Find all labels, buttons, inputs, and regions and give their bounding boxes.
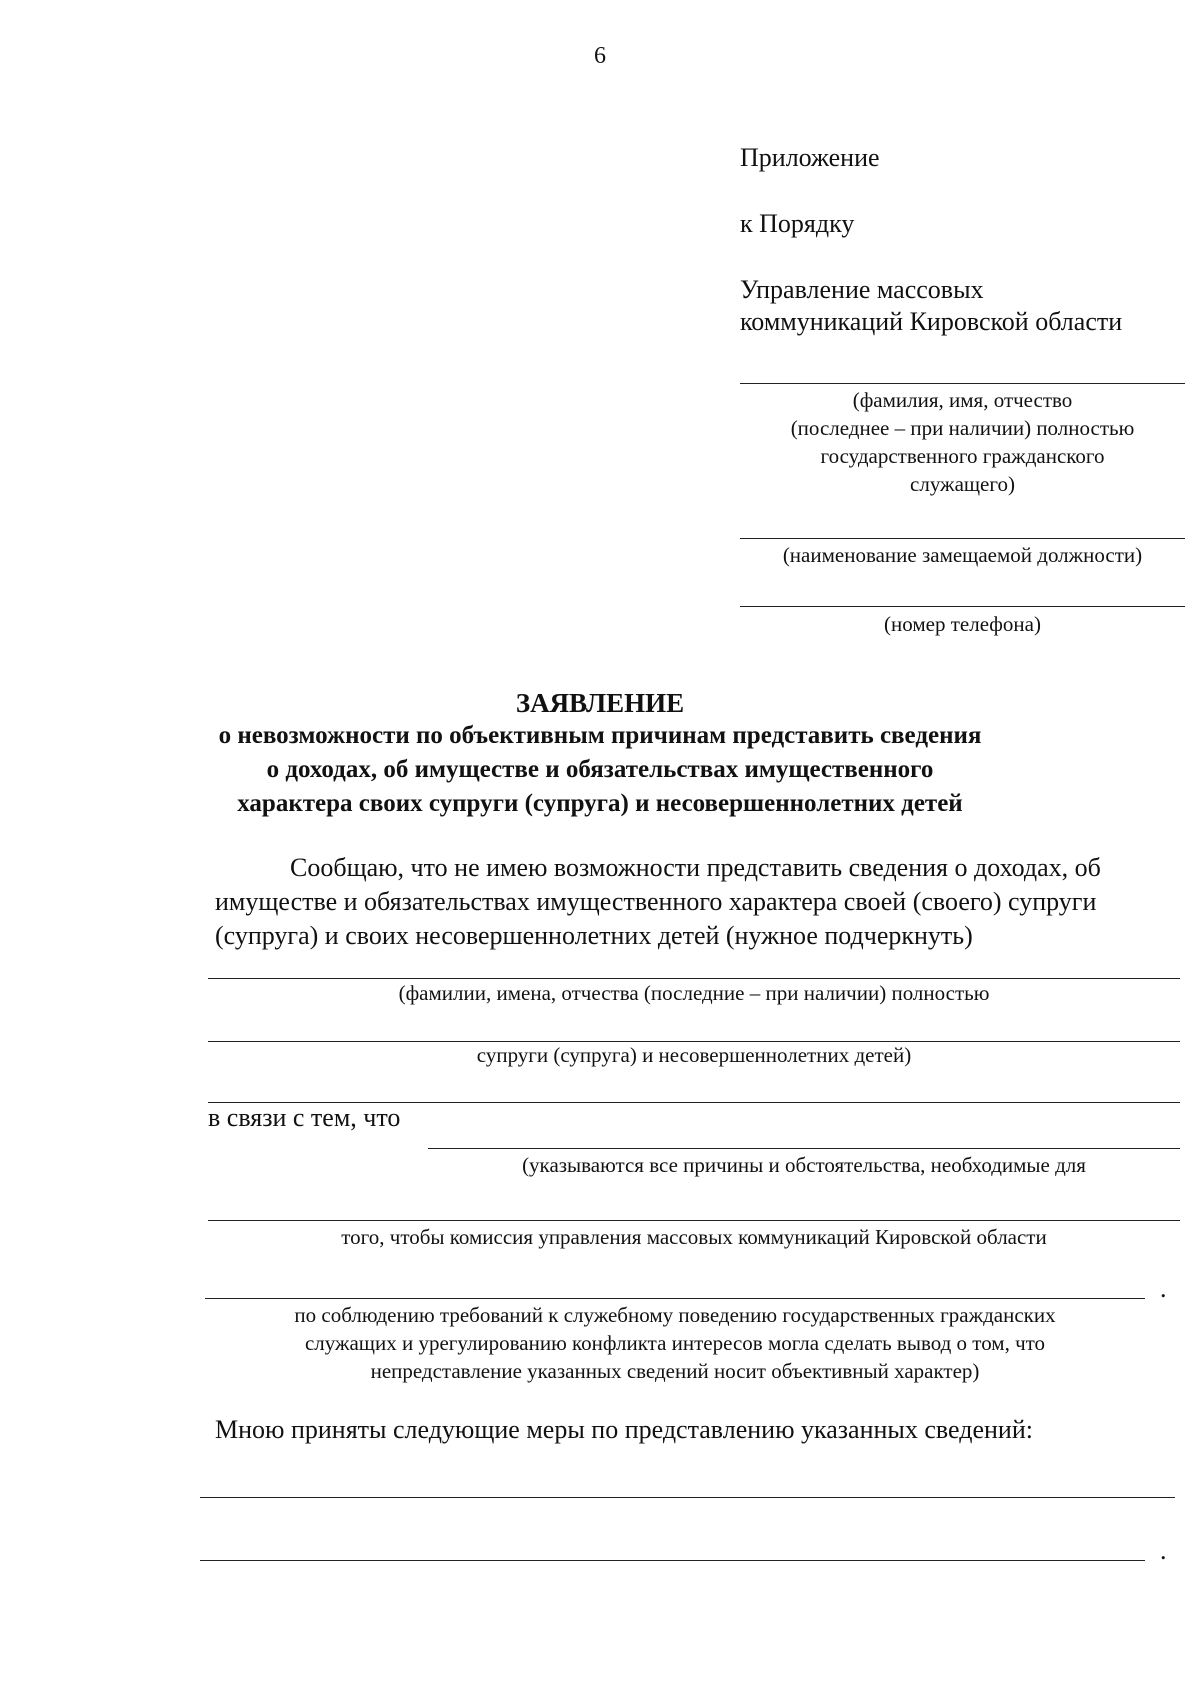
document-subtitle-2: о доходах, об имуществе и обязательствах имущественного [266, 756, 934, 783]
recipient-line-1: Управление массовых [740, 275, 984, 304]
reason-caption-4: служащих и урегулированию конфликта интересов могла сделать вывод о том, что [304, 1331, 1046, 1355]
reason-caption-1: (указываются все причины и обстоятельства, необходимые для [522, 1153, 1086, 1177]
applicant-fio-caption-4: служащего) [910, 472, 1015, 496]
measures-line-2[interactable] [200, 1560, 1145, 1561]
applicant-fio-caption-2: (последнее – при наличии) полностью [790, 416, 1135, 440]
family-caption-1: (фамилии, имена, отчества (последние – при наличии) полностью [398, 981, 990, 1005]
page-number: 6 [594, 43, 606, 69]
family-names-line-1[interactable] [208, 978, 1180, 979]
document-subtitle-1: о невозможности по объективным причинам представить сведения [218, 722, 982, 749]
applicant-fio-caption-1: (фамилия, имя, отчество [852, 388, 1073, 412]
applicant-fio-caption-3: государственного гражданского [820, 444, 1105, 468]
reason-line-1[interactable] [428, 1148, 1180, 1149]
reason-line-2[interactable] [208, 1220, 1180, 1221]
reason-line-3[interactable] [205, 1298, 1145, 1299]
reason-caption-2: того, чтобы комиссия управления массовых коммуникаций Кировской области [341, 1225, 1047, 1249]
reason-prefix: в связи с тем, что [208, 1103, 401, 1132]
body-line-3: (супруга) и своих несовершеннолетних детей (нужное подчеркнуть) [215, 921, 973, 950]
phone-caption: (номер телефона) [884, 612, 1041, 636]
reason-end-dot: . [1160, 1274, 1167, 1303]
measures-label: Мною приняты следующие меры по представлению указанных сведений: [215, 1415, 1033, 1444]
document-subtitle-3: характера своих супруги (супруга) и несовершеннолетних детей [237, 790, 963, 817]
reason-caption-3: по соблюдению требований к служебному поведению государственных гражданских [294, 1303, 1056, 1327]
document-title: ЗАЯВЛЕНИЕ [515, 688, 685, 718]
position-caption: (наименование замещаемой должности) [782, 543, 1143, 567]
phone-line[interactable] [740, 606, 1185, 607]
family-caption-2: супруги (супруга) и несовершеннолетних детей) [476, 1043, 912, 1067]
measures-end-dot: . [1160, 1536, 1167, 1565]
appendix-order: к Порядку [740, 209, 855, 238]
applicant-fio-line[interactable] [740, 383, 1185, 384]
position-line[interactable] [740, 538, 1185, 539]
recipient-line-2: коммуникаций Кировской области [740, 307, 1123, 336]
reason-caption-5: непредставление указанных сведений носит объективный характер) [370, 1359, 980, 1383]
appendix-label: Приложение [740, 143, 880, 172]
body-line-1: Сообщаю, что не имею возможности представить сведения о доходах, об [290, 853, 1101, 882]
measures-line-1[interactable] [200, 1497, 1175, 1498]
body-line-2: имуществе и обязательствах имущественного характера своей (своего) супруги [215, 887, 1097, 916]
